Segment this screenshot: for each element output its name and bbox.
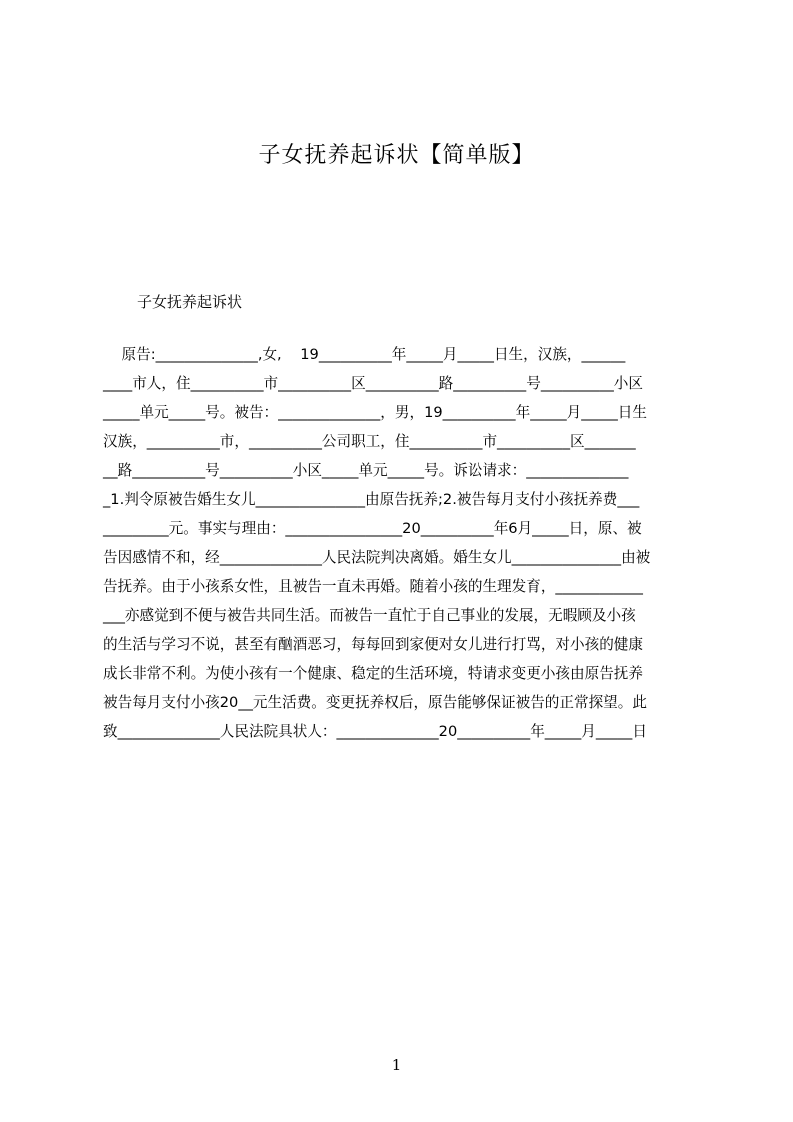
- page-number: 1: [391, 1056, 402, 1074]
- body-line: _____单元_____号。被告：______________，男，19__________年_____月_____日生: [103, 404, 647, 421]
- body-line: 告抚养。由于小孩系女性，且被告一直未再婚。随着小孩的生理发育，____________: [103, 578, 643, 595]
- body-line: _________元。事实与理由：________________20__________年6月_____日，原、被: [103, 520, 642, 537]
- body-line: 原告:______________,女, 19__________年_____月_____日生，汉族，______: [103, 346, 626, 363]
- body-line: ___亦感觉到不便与被告共同生活。而被告一直忙于自己事业的发展，无暇顾及小孩: [103, 607, 636, 624]
- document-subtitle: 子女抚养起诉状: [137, 293, 243, 311]
- body-line: 告因感情不和，经______________人民法院判决离婚。婚生女儿_______________由被: [103, 549, 651, 566]
- body-line: 的生活与学习不说，甚至有酗酒恶习，每每回到家便对女儿进行打骂，对小孩的健康: [103, 636, 643, 653]
- body-line: 汉族，__________市，__________公司职工，住__________市__________区_______: [103, 433, 636, 450]
- body-line: 致______________人民法院具状人：______________20__________年_____月_____日: [103, 723, 647, 740]
- complaint-body: [103, 340, 700, 746]
- body-line: __路__________号__________小区_____单元_____号。诉讼请求：______________: [103, 462, 629, 479]
- body-line: 成长非常不利。为使小孩有一个健康、稳定的生活环境，特请求变更小孩由原告抚养: [103, 665, 643, 682]
- body-line: 被告每月支付小孩20__元生活费。变更抚养权后，原告能够保证被告的正常探望。此: [103, 694, 647, 711]
- body-line: ____市人，住__________市__________区__________路__________号__________小区: [103, 375, 643, 392]
- document-title: 子女抚养起诉状【简单版】: [258, 143, 535, 168]
- body-line: _1.判令原被告婚生女儿_______________由原告抚养;2.被告每月支付小孩抚养费___: [103, 491, 640, 508]
